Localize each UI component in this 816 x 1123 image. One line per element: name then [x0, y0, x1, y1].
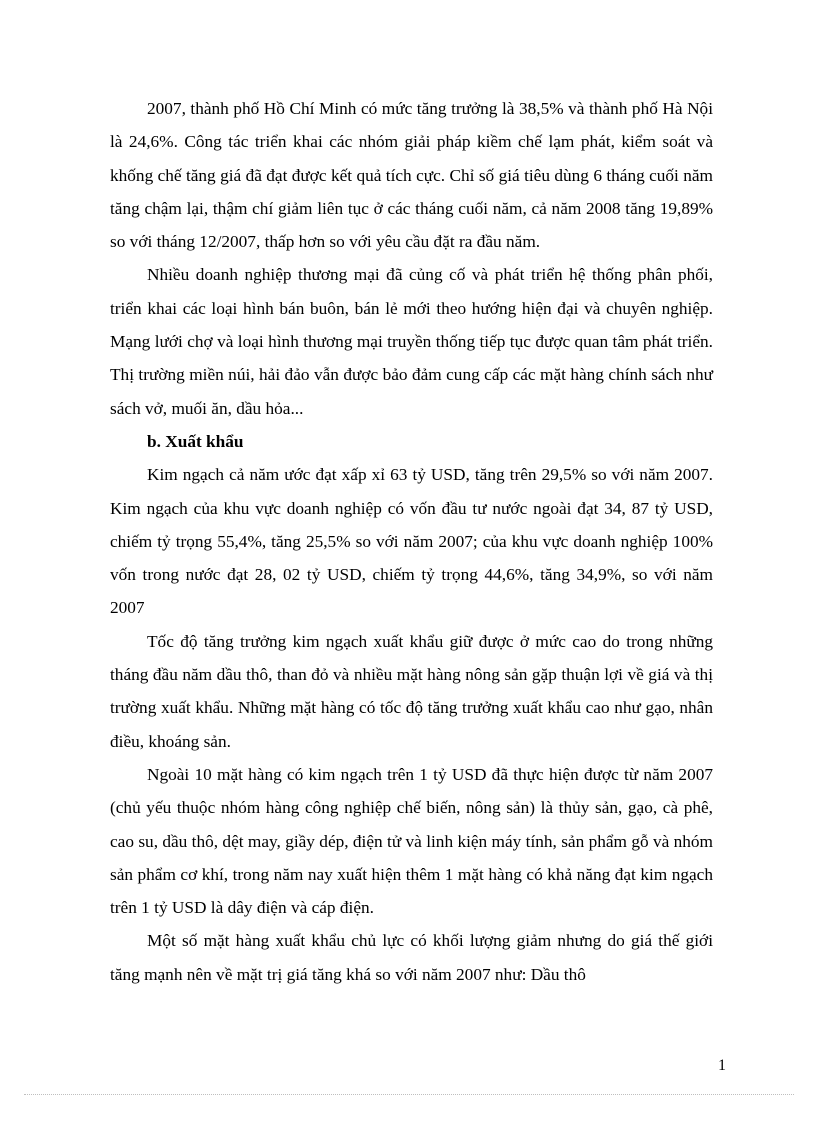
paragraph-key-exports: Một số mặt hàng xuất khẩu chủ lực có khối lượng giảm nhưng do giá thế giới tăng mạnh nên về mặt trị giá tăng khá so với năm 2007 như: Dầu thô — [110, 931, 713, 984]
page-number: 1 — [718, 1057, 726, 1074]
paragraph-export-turnover: Kim ngạch cả năm ước đạt xấp xỉ 63 tỷ USD, tăng trên 29,5% so với năm 2007. Kim ngạch của khu vực doanh nghiệp có vốn đầu tư nước ngoài đạt 34, 87 tỷ USD, chiếm tỷ trọng 55,4%, tăng 25,5% so với năm 2007; của khu vực doanh nghiệp 100% vốn trong nước đạt 28, 02 tỷ USD, chiếm tỷ trọng 44,6%, tăng 34,9%, so với năm 2007 — [110, 465, 713, 618]
paragraph-distribution-network: Nhiều doanh nghiệp thương mại đã củng cố và phát triển hệ thống phân phối, triển khai các loại hình bán buôn, bán lẻ mới theo hướng hiện đại và chuyên nghiệp. Mạng lưới chợ và loại hình thương mại truyền thống tiếp tục được quan tâm phát triển. Thị trường miền núi, hải đảo vẫn được bảo đảm cung cấp các mặt hàng chính sách như sách vở, muối ăn, dầu hỏa... — [110, 265, 713, 418]
footer-divider — [24, 1094, 794, 1095]
page-body — [110, 92, 713, 991]
paragraph-inflation-summary: 2007, thành phố Hồ Chí Minh có mức tăng trưởng là 38,5% và thành phố Hà Nội là 24,6%. Công tác triển khai các nhóm giải pháp kiềm chế lạm phát, kiểm soát và khống chế tăng giá đã đạt được kết quả tích cực. Chỉ số giá tiêu dùng 6 tháng cuối năm tăng chậm lại, thậm chí giảm liên tục ở các tháng cuối năm, cả năm 2008 tăng 19,89% so với tháng 12/2007, thấp hơn so với yêu cầu đặt ra đầu năm. — [110, 99, 713, 252]
paragraph-billion-dollar-items: Ngoài 10 mặt hàng có kim ngạch trên 1 tỷ USD đã thực hiện được từ năm 2007 (chủ yếu thuộc nhóm hàng công nghiệp chế biến, nông sản) là thủy sản, gạo, cà phê, cao su, dầu thô, dệt may, giầy dép, điện tử và linh kiện máy tính, sản phẩm gỗ và nhóm sản phẩm cơ khí, trong năm nay xuất hiện thêm 1 mặt hàng có khả năng đạt kim ngạch trên 1 tỷ USD là dây điện và cáp điện. — [110, 764, 713, 918]
section-heading-export: b. Xuất khẩu — [147, 431, 244, 451]
paragraph-export-growth: Tốc độ tăng trưởng kim ngạch xuất khẩu giữ được ở mức cao do trong những tháng đầu năm dầu thô, than đỏ và nhiều mặt hàng nông sản gặp thuận lợi về giá và thị trường xuất khẩu. Những mặt hàng có tốc độ tăng trưởng xuất khẩu cao như gạo, nhân điều, khoáng sản. — [110, 631, 713, 751]
